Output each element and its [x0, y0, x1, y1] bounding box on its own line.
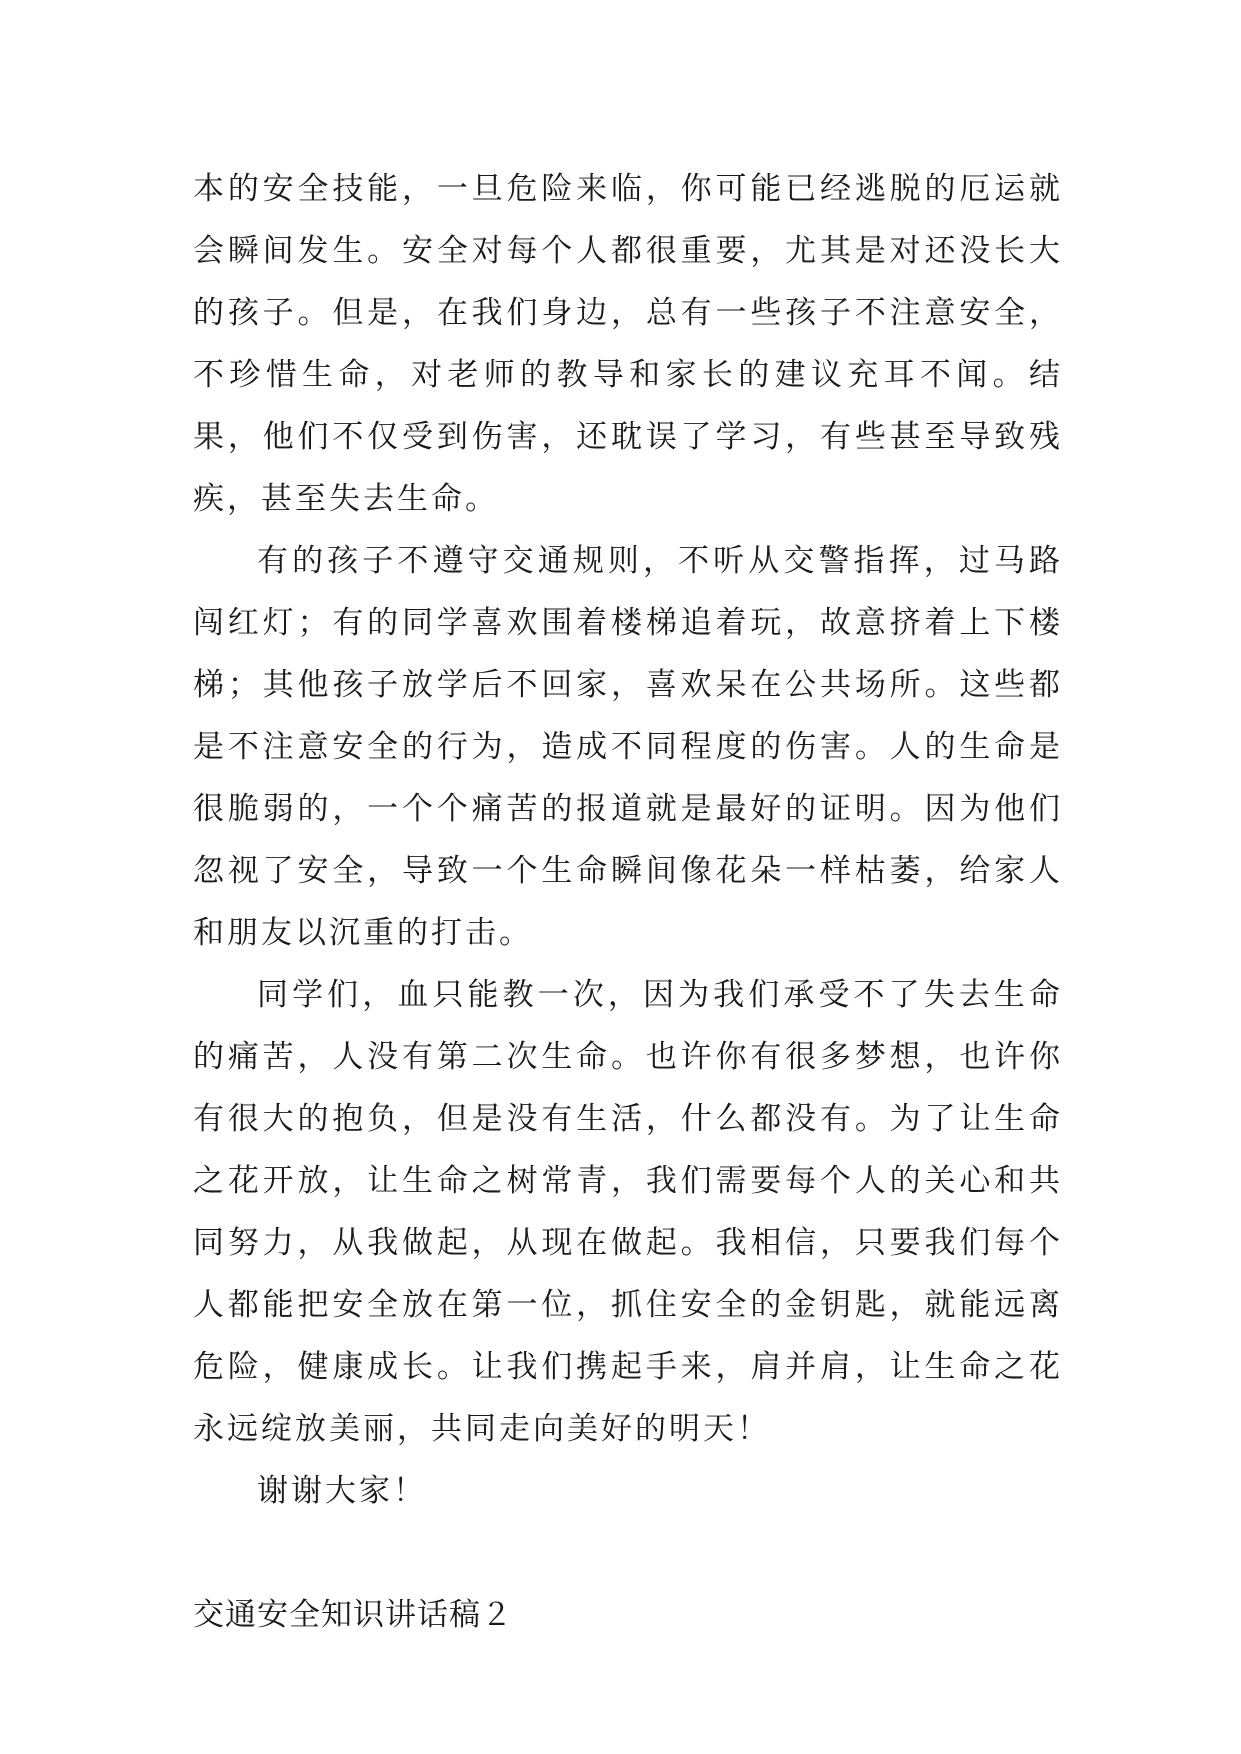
paragraph-thanks: 谢谢大家！	[257, 1473, 427, 1509]
paragraph-continuation: 本的安全技能，一旦危险来临，你可能已经逃脱的厄运就会瞬间发生。安全对每个人都很重要，尤其是对还没长大的孩子。但是，在我们身边，总有一些孩子不注意安全，不珍惜生命，对老师的教导和家长的建议充耳不闻。结果，他们不仅受到伤害，还耽误了学习，有些甚至导致残疾，甚至失去生命。	[193, 171, 1063, 517]
paragraph-traffic-behavior: 有的孩子不遵守交通规则，不听从交警指挥，过马路闯红灯；有的同学喜欢围着楼梯追着玩，故意挤着上下楼梯；其他孩子放学后不回家，喜欢呆在公共场所。这些都是不注意安全的行为，造成不同程度的伤害。人的生命是很脆弱的，一个个痛苦的报道就是最好的证明。因为他们忽视了安全，导致一个生命瞬间像花朵一样枯萎，给家人和朋友以沉重的打击。	[193, 543, 1063, 951]
document-page	[193, 158, 1063, 1646]
section-title: 交通安全知识讲话稿２	[193, 1597, 513, 1633]
paragraph-appeal: 同学们，血只能教一次，因为我们承受不了失去生命的痛苦，人没有第二次生命。也许你有很多梦想，也许你有很大的抱负，但是没有生活，什么都没有。为了让生命之花开放，让生命之树常青，我们需要每个人的关心和共同努力，从我做起，从现在做起。我相信，只要我们每个人都能把安全放在第一位，抓住安全的金钥匙，就能远离危险，健康成长。让我们携起手来，肩并肩，让生命之花永远绽放美丽，共同走向美好的明天！	[193, 977, 1063, 1447]
